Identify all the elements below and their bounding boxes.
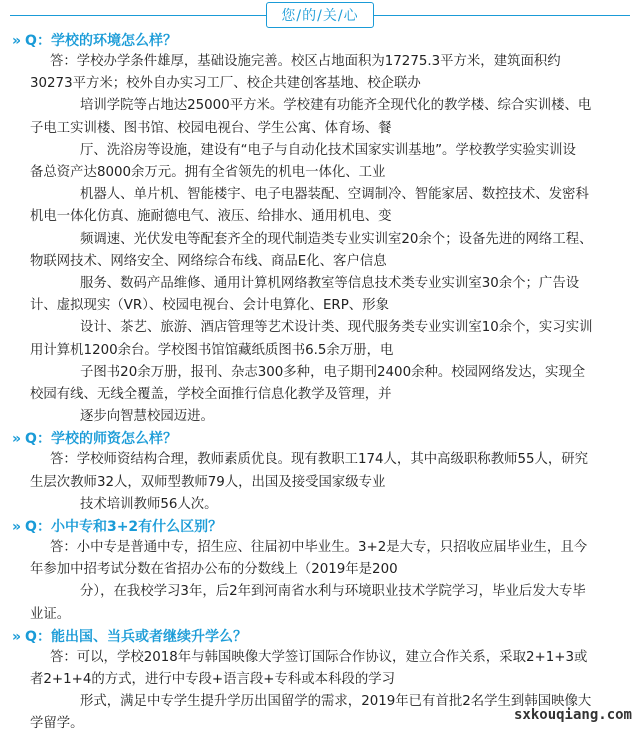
double-chevron-icon: »	[12, 33, 22, 49]
double-chevron-icon: »	[12, 519, 22, 536]
faq-answer-line: 机器人、单片机、智能楼宇、电子电器装配、空调制冷、智能家居、数控技术、发密科	[80, 187, 589, 203]
faq-question	[0, 31, 626, 51]
faq-answer-line: 答：小中专是普通中专，招生应、往届初中毕业生。3+2是大专，只招收应届毕业生，且今	[50, 540, 588, 556]
faq-answer-line: 设计、茶艺、旅游、酒店管理等艺术设计类、现代服务类专业实训室10余个，实习实训	[80, 320, 593, 336]
faq-answer-line: 答：可以，学校2018年与韩国映像大学签订国际合作协议，建立合作关系，采取2+1+3或	[50, 649, 588, 665]
faq-answer-line: 子图书20余万册，报刊、杂志300多种，电子期刊2400余种。校园网络发达，实现全	[80, 364, 586, 380]
section-title: 您/的/关/心	[266, 2, 373, 28]
faq-answer-line: 厅、洗浴房等设施，建设有“电子与自动化技术国家实训基地”。学校教学实验实训设	[80, 142, 576, 158]
faq-answer-line: 30273平方米；校外自办实习工厂、校企共建创客基地、校企联办	[30, 76, 421, 92]
faq-question-text: Q：学校的师资怎么样？	[25, 431, 177, 448]
faq-answer-line: 学留学。	[30, 716, 84, 732]
faq-answer-line: 培训学院等占地达25000平方米。学校建有功能齐全现代化的教学楼、综合实训楼、电	[80, 98, 592, 114]
faq-answer-line: 生层次教师32人，双师型教师79人，出国及接受国家级专业	[30, 474, 386, 490]
faq-answer-line: 物联网技术、网络安全、网络综合布线、商品E化、客户信息	[30, 253, 387, 269]
faq-answer-line: 校园有线、无线全覆盖，学校全面推行信息化教学及管理，并	[30, 387, 392, 403]
faq-question-text: Q：学校的环境怎么样？	[25, 33, 177, 49]
faq-answer-line: 子电工实训楼、图书馆、校园电视台、学生公寓、体育场、餐	[30, 120, 392, 136]
faq-answer-line: 计、虚拟现实（VR）、校园电视台、会计电算化、ERP、形象	[30, 298, 389, 314]
double-chevron-icon: »	[12, 431, 22, 448]
faq-answer-line: 备总资产达8000余万元。拥有全省领先的机电一体化、工业	[30, 165, 386, 181]
faq-item	[0, 31, 626, 428]
faq-question-text: Q：小中专和3+2有什么区别？	[25, 519, 223, 536]
header-rule-left	[10, 15, 268, 16]
faq-question	[0, 627, 626, 647]
faq-question-text: Q：能出国、当兵或者继续升学么？	[25, 628, 247, 645]
faq-answer-line: 形式，满足中专学生提升学历出国留学的需求，2019年已有首批2名学生到韩国映像大	[80, 694, 592, 710]
faq-answer-line: 逐步向智慧校园迈进。	[80, 409, 214, 425]
faq-answer-line: 者2+1+4的方式，进行中专段+语言段+专科或本科段的学习	[30, 672, 396, 688]
faq-answer-line: 机电一体化仿真、施耐德电气、液压、给排水、通用机电、变	[30, 209, 392, 225]
faq-answer-line: 年参加中招考试分数在省招办公布的分数线上（2019年是200	[30, 562, 398, 578]
watermark-text: sxkouqiang.com	[513, 707, 632, 723]
header-rule-right	[372, 15, 630, 16]
faq-item	[0, 517, 626, 626]
faq-question	[0, 429, 626, 449]
faq-list	[0, 31, 640, 736]
double-chevron-icon: »	[12, 628, 22, 645]
faq-answer	[0, 449, 626, 516]
faq-answer-line: 分），在我校学习3年，后2年到河南省水利与环境职业技术学院学习，毕业后发大专毕	[80, 584, 586, 600]
faq-item	[0, 429, 626, 516]
section-header	[0, 0, 640, 30]
faq-answer	[0, 537, 626, 626]
faq-answer-line: 服务、数码产品维修、通用计算机网络教室等信息技术类专业实训室30余个；广告设	[80, 276, 580, 292]
faq-answer	[0, 51, 626, 428]
faq-answer-line: 技术培训教师56人次。	[80, 496, 218, 512]
faq-question	[0, 517, 626, 537]
faq-answer-line: 业证。	[30, 606, 71, 622]
faq-answer-line: 答：学校办学条件雄厚，基础设施完善。校区占地面积为17275.3平方米，建筑面积约	[50, 54, 561, 69]
faq-answer-line: 答：学校师资结构合理，教师素质优良。现有教职工174人，其中高级职称教师55人，研究	[50, 452, 589, 468]
faq-answer-line: 频调速、光伏发电等配套齐全的现代制造类专业实训室20余个；设备先进的网络工程、	[80, 231, 593, 247]
faq-answer-line: 用计算机1200余台。学校图书馆馆藏纸质图书6.5余万册，电	[30, 342, 394, 358]
